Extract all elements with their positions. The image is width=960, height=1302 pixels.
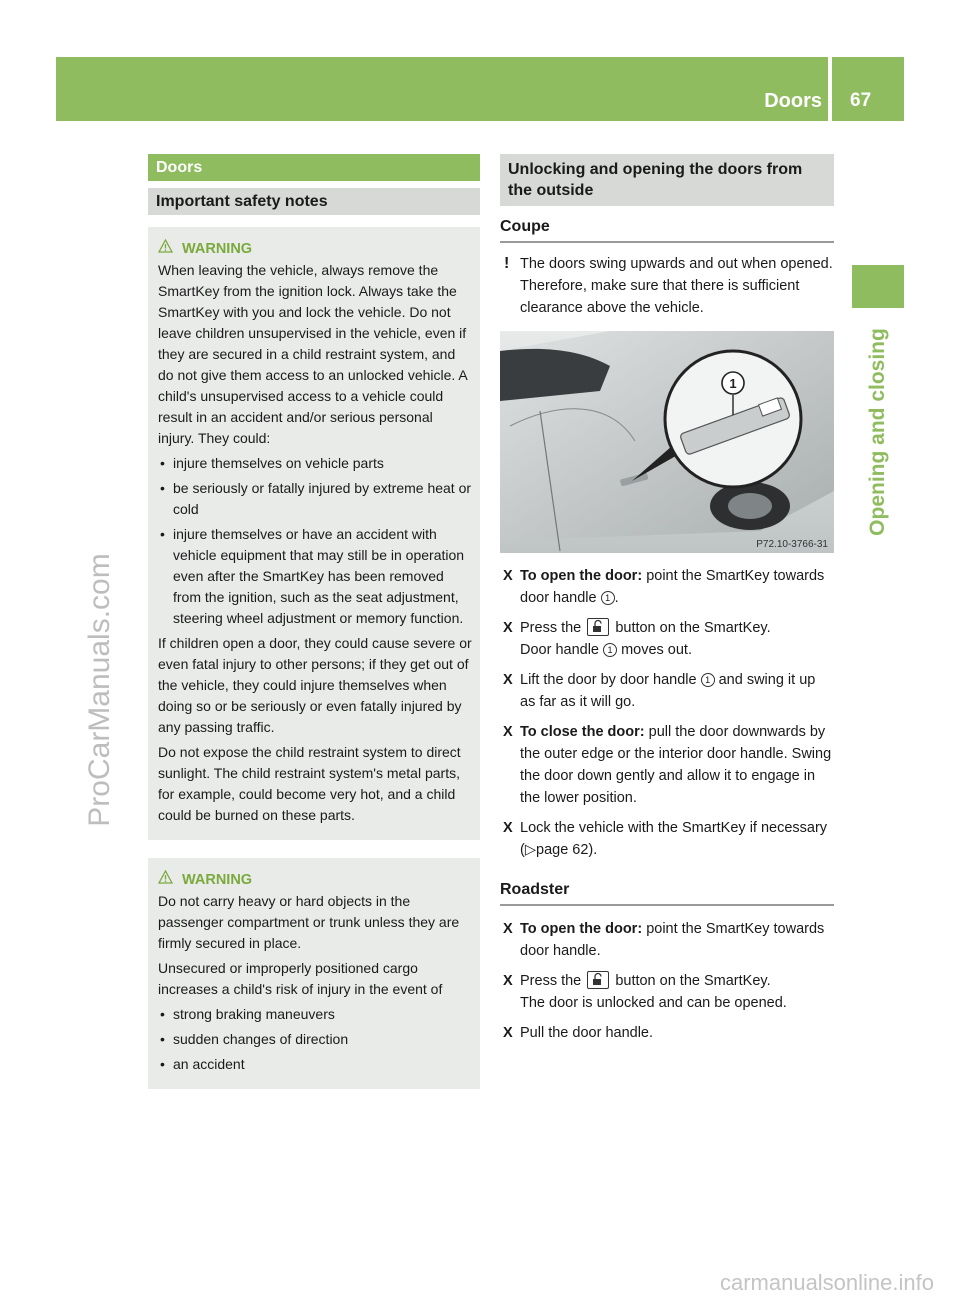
subsection-title-safety: Important safety notes	[148, 188, 480, 215]
section-title-doors: Doors	[148, 154, 480, 181]
subheading-roadster: Roadster	[500, 881, 834, 906]
bullet-item: • be seriously or fatally injured by extreme heat or cold	[158, 478, 472, 520]
warning-paragraph: Do not carry heavy or hard objects in the passenger compartment or trunk unless they are firmly secured in place.	[158, 893, 460, 951]
instruction-step: X To open the door: point the SmartKey towards door handle.	[500, 918, 834, 962]
warning-box-2	[148, 858, 480, 1089]
figure-code: P72.10-3766-31	[756, 539, 828, 550]
page-reference-link[interactable]: page 62).	[536, 842, 598, 858]
instruction-step: X Pull the door handle.	[500, 1022, 834, 1044]
warning-box-1	[148, 227, 480, 840]
instruction-step: X Lock the vehicle with the SmartKey if necessary (▷page 62).	[500, 817, 834, 861]
instruction-step: X Press the button on the SmartKey. The door is unlocked and can be opened.	[500, 970, 834, 1014]
door-handle-figure	[500, 331, 834, 553]
right-column	[500, 154, 834, 1044]
step-bold-label: To open the door:	[520, 921, 643, 937]
warning-paragraph: Unsecured or improperly positioned cargo increases a child's risk of injury in the event of	[158, 960, 443, 997]
instruction-step: X Lift the door by door handle 1 and swing it up as far as it will go.	[500, 669, 834, 713]
side-tab-marker	[852, 265, 904, 308]
bullet-item: • strong braking maneuvers	[158, 1004, 472, 1025]
page-number: 67	[850, 90, 872, 111]
step-bold-label: To open the door:	[520, 568, 643, 584]
instruction-step: X To open the door: point the SmartKey towards door handle 1 .	[500, 565, 834, 609]
watermark-side: ProCarManuals.com	[83, 553, 116, 827]
watermark-bottom: carmanualsonline.info	[719, 1270, 934, 1295]
warning-label: WARNING	[182, 872, 253, 888]
step-marker: X	[503, 820, 513, 836]
warning-triangle-icon	[158, 870, 174, 891]
step-marker: X	[503, 1025, 513, 1041]
step-marker: X	[503, 973, 513, 989]
note-text: The doors swing upwards and out when opened. Therefore, make sure that there is sufficient clearance above the vehicle.	[520, 256, 833, 316]
callout-number: 1	[729, 376, 737, 391]
step-bold-label: To close the door:	[520, 724, 645, 740]
callout-1-icon: 1	[701, 673, 715, 687]
warning-triangle-icon	[158, 239, 174, 260]
header-separator	[828, 57, 832, 121]
step-marker: X	[503, 568, 513, 584]
left-column	[148, 154, 480, 1089]
step-marker: X	[503, 724, 513, 740]
warning-paragraph: Do not expose the child restraint system to direct sunlight. The child restraint system's metal parts, for example, could become very hot, and a child could be burned on these parts.	[158, 744, 461, 823]
step-marker: X	[503, 620, 513, 636]
warning-title-1	[158, 239, 472, 260]
page-reference-arrow-icon: ▷	[524, 842, 536, 858]
warning-paragraph: If children open a door, they could cause severe or even fatal injury to other persons; if they get out of the vehicle, they could injure themselves when doing so or be seriously or even fatally injured by any passing traffic.	[158, 635, 472, 735]
bullet-item: • injure themselves or have an accident with vehicle equipment that may still be in operation even after the SmartKey has been removed from the ignition, such as the seat adjustment, steering wheel adjustment or memory function.	[158, 524, 472, 629]
car-door-illustration	[500, 331, 834, 553]
instruction-step: X Press the button on the SmartKey. Door handle 1 moves out.	[500, 617, 834, 661]
instruction-step: X To close the door: pull the door downwards by the outer edge or the interior door handle. Swing the door down gently and allow it to engage in the lower position.	[500, 721, 834, 809]
note-item	[500, 253, 834, 319]
bullet-item: • an accident	[158, 1054, 472, 1075]
side-tab-label: Opening and closing	[866, 328, 889, 536]
section-title-unlocking: Unlocking and opening the doors from the outside	[500, 154, 834, 206]
bullet-item: • sudden changes of direction	[158, 1029, 472, 1050]
running-title: Doors	[764, 90, 822, 112]
subheading-coupe: Coupe	[500, 218, 834, 243]
callout-1-icon: 1	[603, 643, 617, 657]
callout-1-icon: 1	[601, 591, 615, 605]
warning-paragraph: When leaving the vehicle, always remove the SmartKey from the ignition lock. Always take the SmartKey with you and lock the vehicle. Do not leave children unsupervised in the vehicle, even if they are secured in a child restraint system, and do not give them access to an unlocked vehicle. A child's unsupervised access to a vehicle could result in an accident and/or serious personal injury. They could:	[158, 262, 467, 446]
unlock-button-icon	[587, 618, 609, 636]
warning-title-2	[158, 870, 472, 891]
bullet-item: • injure themselves on vehicle parts	[158, 453, 472, 474]
unlock-button-icon	[587, 971, 609, 989]
warning-label: WARNING	[182, 241, 253, 257]
step-marker: X	[503, 672, 513, 688]
note-mark-icon: !	[504, 255, 510, 272]
step-marker: X	[503, 921, 513, 937]
